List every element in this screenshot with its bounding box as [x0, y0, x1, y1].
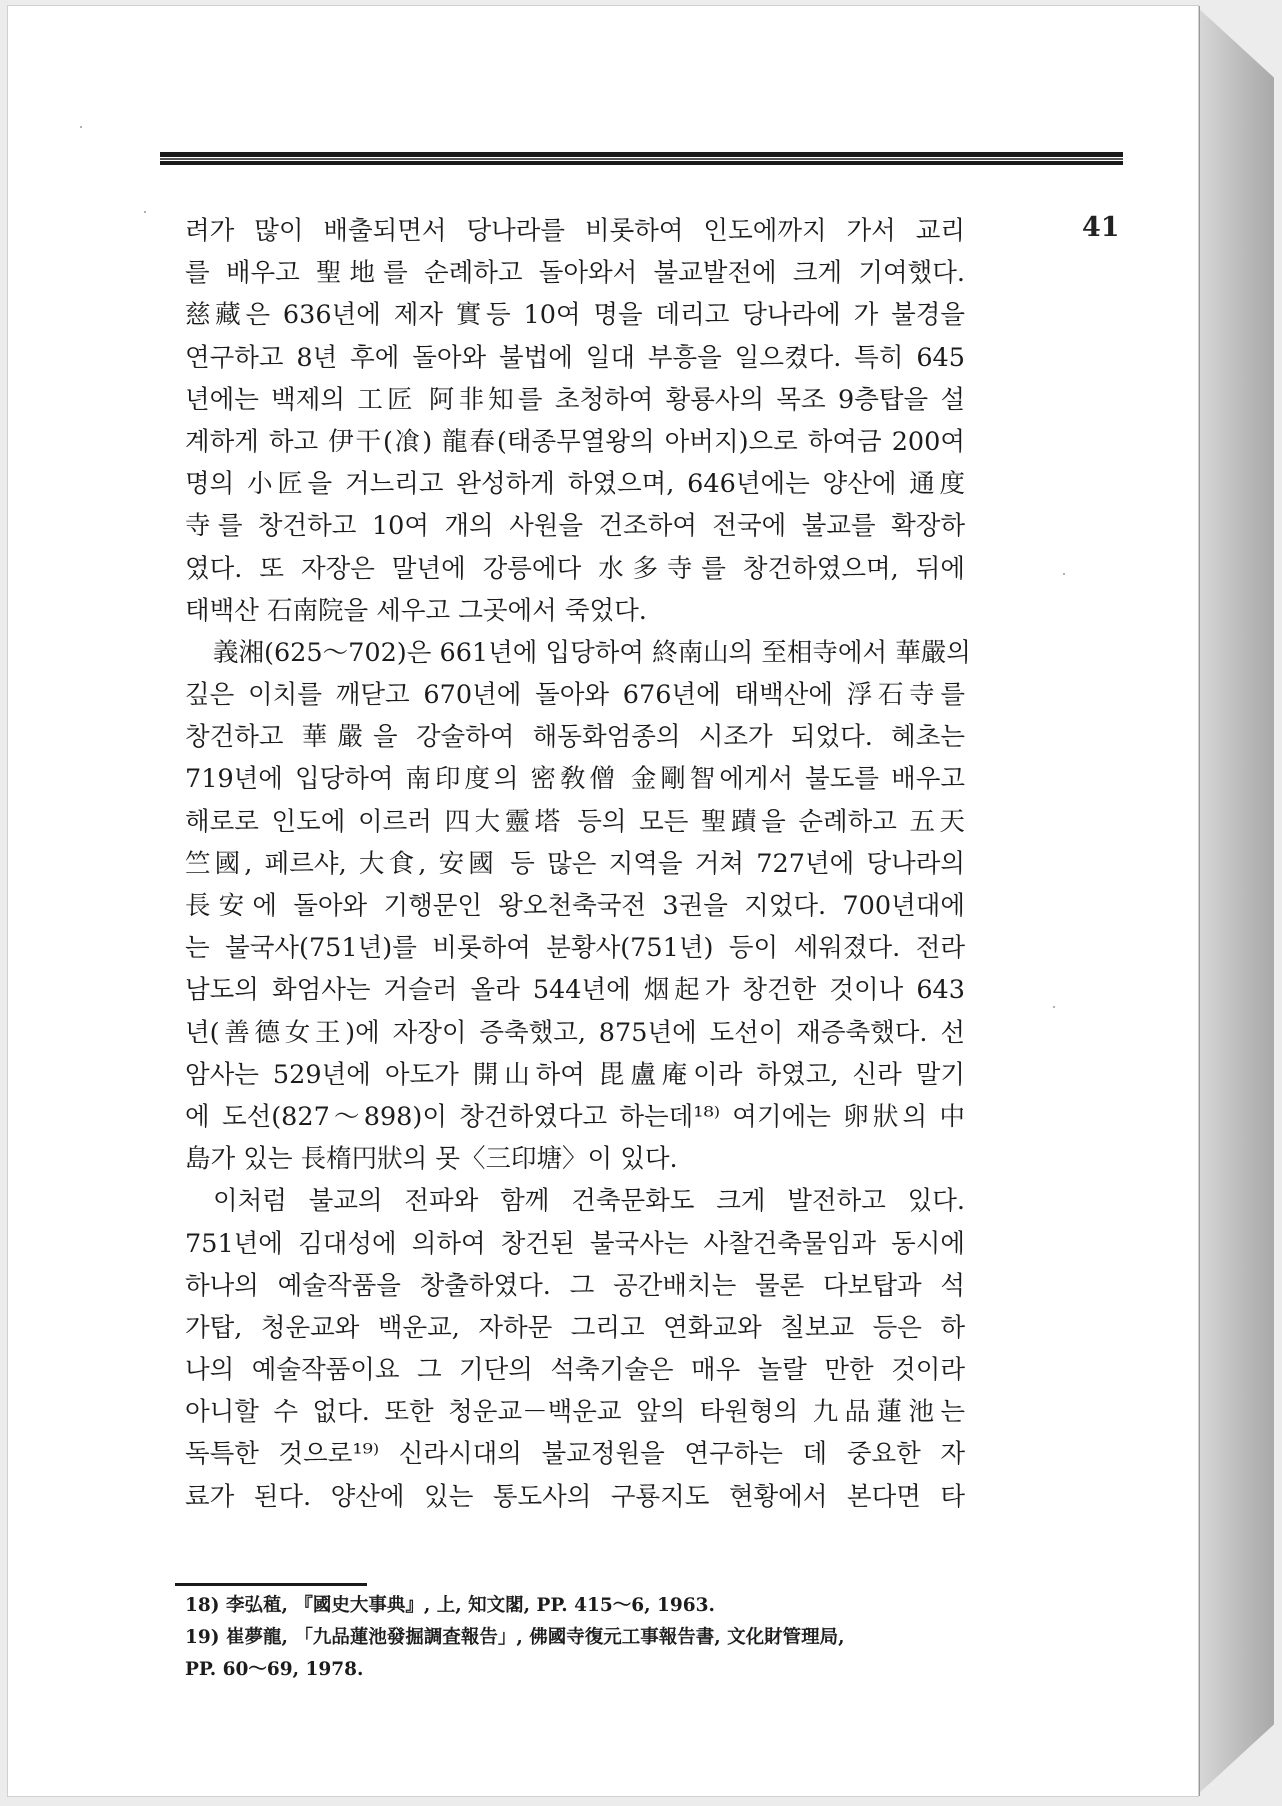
book-page-stack	[1196, 6, 1274, 1796]
body-line: 아니할 수 없다. 또한 청운교－백운교 앞의 타원형의 九品蓮池는	[185, 1397, 965, 1428]
body-text	[185, 210, 971, 1518]
scan-speck	[80, 126, 82, 128]
body-line: 년에는 백제의 工匠 阿非知를 초청하여 황룡사의 목조 9층탑을 설	[185, 384, 965, 415]
body-line: 慈藏은 636년에 제자 實등 10여 명을 데리고 당나라에 가 불경을	[185, 300, 965, 331]
scan-speck	[1053, 1006, 1055, 1008]
body-line: 나의 예술작품이요 그 기단의 석축기술은 매우 놀랄 만한 것이라	[185, 1355, 965, 1386]
body-line: 깊은 이치를 깨닫고 670년에 돌아와 676년에 태백산에 浮石寺를	[185, 680, 965, 711]
body-line: 719년에 입당하여 南印度의 密敎僧 金剛智에게서 불도를 배우고	[185, 764, 965, 795]
footnote-line: 18) 李弘稙, 『國史大事典』, 上, 知文閣, PP. 415～6, 1963.	[185, 1595, 715, 1616]
body-line: 이처럼 불교의 전파와 함께 건축문화도 크게 발전하고 있다.	[213, 1186, 965, 1217]
scan-speck	[144, 211, 146, 213]
body-line: 寺를 창건하고 10여 개의 사원을 건조하여 전국에 불교를 확장하	[185, 511, 965, 542]
scan-speck	[1063, 573, 1065, 575]
body-line: 년(善德女王)에 자장이 증축했고, 875년에 도선이 재증축했다. 선	[185, 1017, 965, 1048]
body-line: 島가 있는 長楕円狀의 못〈三印塘〉이 있다.	[185, 1144, 678, 1175]
body-line: 는 불국사(751년)를 비롯하여 분황사(751년) 등이 세워졌다. 전라	[185, 933, 965, 964]
body-line: 였다. 또 자장은 말년에 강릉에다 水多寺를 창건하였으며, 뒤에	[185, 553, 965, 584]
body-line: 751년에 김대성에 의하여 창건된 불국사는 사찰건축물임과 동시에	[185, 1228, 965, 1259]
footnotes	[185, 1590, 975, 1686]
body-line: 長安에 돌아와 기행문인 왕오천축국전 3권을 지었다. 700년대에	[185, 891, 965, 921]
body-line: 해로로 인도에 이르러 四大靈塔 등의 모든 聖蹟을 순례하고 五天	[185, 806, 965, 837]
body-line: 려가 많이 배출되면서 당나라를 비롯하여 인도에까지 가서 교리	[185, 216, 965, 246]
body-line: 태백산 石南院을 세우고 그곳에서 죽었다.	[185, 595, 647, 626]
body-line: 하나의 예술작품을 창출하였다. 그 공간배치는 물론 다보탑과 석	[185, 1270, 965, 1301]
body-line: 에 도선(827～898)이 창건하였다고 하는데¹⁸⁾ 여기에는 卵狀의 中	[185, 1101, 965, 1132]
body-line: 창건하고 華嚴을 강술하여 해동화엄종의 시조가 되었다. 혜초는	[185, 722, 965, 753]
body-line: 독특한 것으로¹⁹⁾ 신라시대의 불교정원을 연구하는 데 중요한 자	[185, 1439, 965, 1470]
footnote-rule	[175, 1583, 367, 1586]
header-rule	[160, 152, 1123, 165]
body-line: 가탑, 청운교와 백운교, 자하문 그리고 연화교와 칠보교 등은 하	[185, 1312, 965, 1343]
body-line: 竺國, 페르샤, 大食, 安國 등 많은 지역을 거쳐 727년에 당나라의	[185, 848, 965, 879]
body-line: 연구하고 8년 후에 돌아와 불법에 일대 부흥을 일으켰다. 특히 645	[185, 342, 965, 373]
footnote-line: PP. 60～69, 1978.	[185, 1659, 364, 1680]
page-number: 41	[1082, 212, 1120, 243]
body-line: 義湘(625～702)은 661년에 입당하여 終南山의 至相寺에서 華嚴의	[213, 637, 971, 668]
body-line: 암사는 529년에 아도가 開山하여 毘盧庵이라 하였고, 신라 말기	[185, 1059, 965, 1090]
body-line: 계하게 하고 伊干(飡) 龍春(태종무열왕의 아버지)으로 하여금 200여	[185, 426, 965, 457]
body-line: 남도의 화엄사는 거슬러 올라 544년에 烟起가 창건한 것이나 643	[185, 975, 965, 1006]
body-line: 를 배우고 聖地를 순례하고 돌아와서 불교발전에 크게 기여했다.	[185, 258, 965, 289]
body-line: 명의 小匠을 거느리고 완성하게 하였으며, 646년에는 양산에 通度	[185, 469, 965, 500]
body-line: 료가 된다. 양산에 있는 통도사의 구룡지도 현황에서 본다면 타	[185, 1481, 965, 1512]
footnote-line: 19) 崔夢龍, 「九品蓮池發掘調査報告」, 佛國寺復元工事報告書, 文化財管理局,	[185, 1627, 845, 1648]
